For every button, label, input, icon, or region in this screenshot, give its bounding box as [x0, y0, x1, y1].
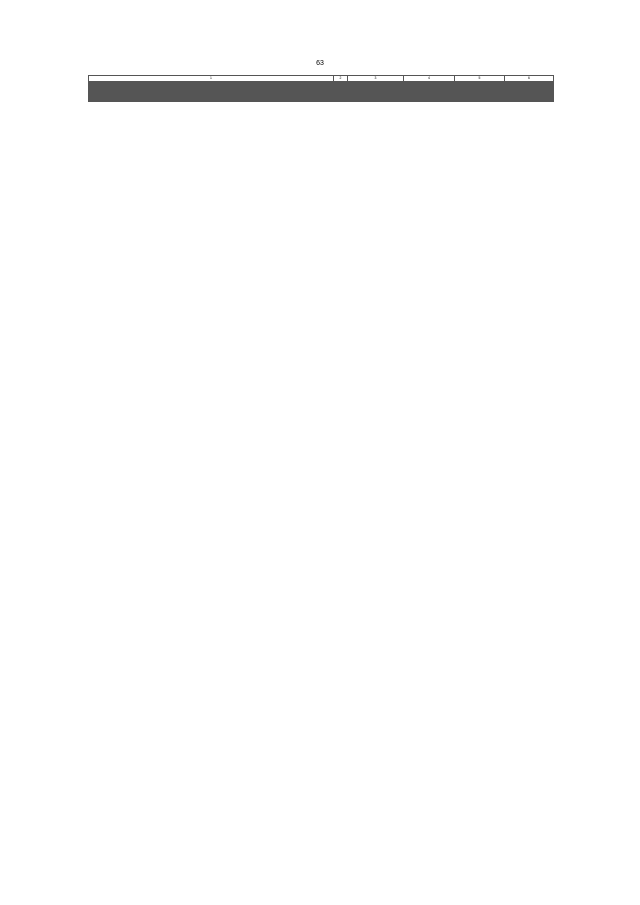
budget-table [88, 75, 554, 102]
row-ministry-code [334, 101, 348, 102]
row-classification-code [348, 101, 404, 102]
row-description [89, 101, 334, 102]
table-row [89, 101, 554, 102]
row-amount-remainder [505, 101, 554, 102]
page-number: 63 [316, 60, 324, 67]
column-header: 1 [89, 76, 334, 82]
column-header: 6 [505, 76, 554, 82]
column-header: 5 [455, 76, 505, 82]
column-header: 2 [334, 76, 348, 82]
table-body [89, 82, 554, 102]
row-amount-executed [455, 101, 505, 102]
column-header: 4 [404, 76, 455, 82]
row-amount-plan [404, 101, 455, 102]
column-header: 3 [348, 76, 404, 82]
